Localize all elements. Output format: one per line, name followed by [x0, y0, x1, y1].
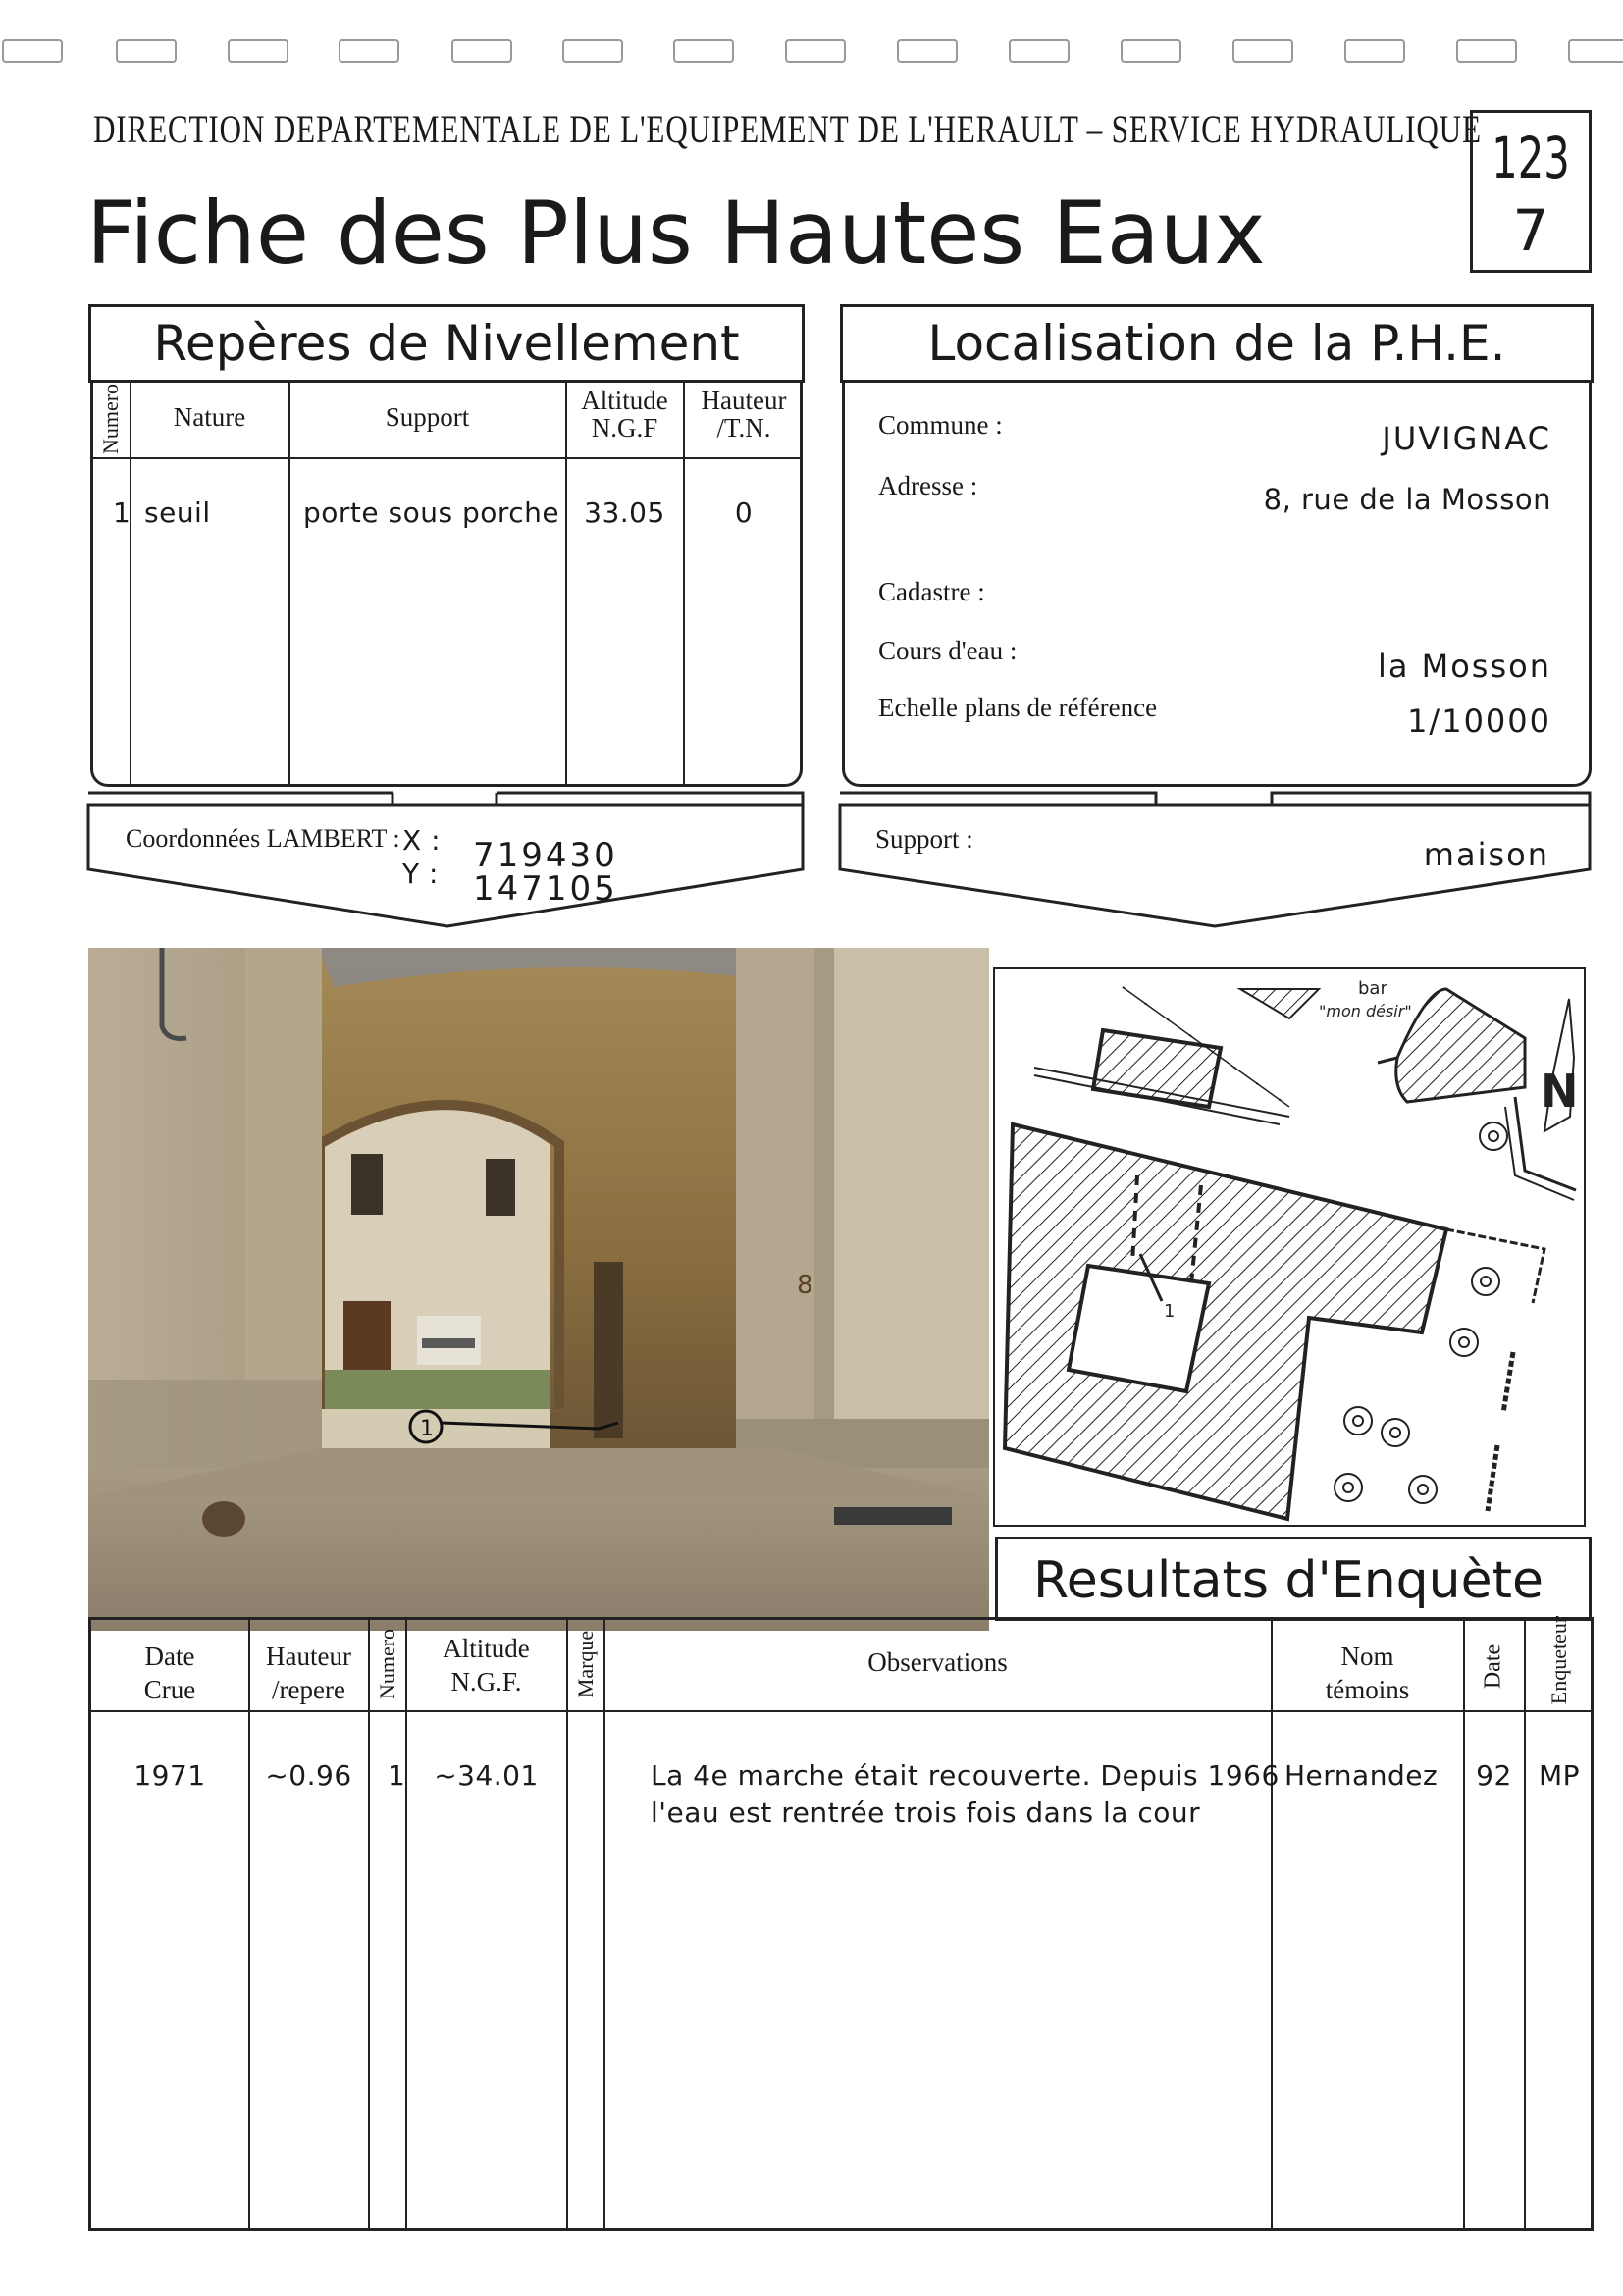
location-map [993, 967, 1586, 1527]
cadastre-label: Cadastre : [878, 577, 985, 606]
punch-hole [897, 39, 958, 63]
support-value: maison [1423, 836, 1549, 873]
col-marque-header: Marque [573, 1630, 598, 1698]
punch-hole [1121, 39, 1181, 63]
punch-hole [116, 39, 177, 63]
support-label: Support : [875, 824, 973, 854]
commune-label: Commune : [878, 410, 1003, 440]
reperes-table [90, 381, 803, 787]
cours-value: la Mosson [1377, 648, 1551, 685]
col-temoins-header: Nom témoins [1325, 1642, 1410, 1704]
punch-hole [1344, 39, 1405, 63]
enquete-date-crue: 1971 [133, 1759, 206, 1792]
cours-label: Cours d'eau : [878, 636, 1018, 665]
reference-number: 123 [1492, 125, 1570, 191]
reperes-title: Repères de Nivellement [153, 315, 740, 372]
repere-numero: 1 [113, 496, 131, 529]
enquete-title-box [995, 1537, 1592, 1621]
enquete-table [88, 1617, 1594, 2231]
repere-support: porte sous porche [303, 496, 560, 529]
enquete-enqueteur: MP [1538, 1759, 1581, 1792]
col-date-crue-header: Date Crue [143, 1642, 196, 1704]
map-north-label: N [1541, 1065, 1579, 1118]
punch-hole [1568, 39, 1623, 63]
col-altitude-header: Altitude N.G.F [581, 386, 668, 443]
map-bar-label: bar [1358, 978, 1387, 999]
enquete-altitude: ~34.01 [434, 1759, 539, 1792]
punch-hole [1232, 39, 1293, 63]
enquete-title: Resultats d'Enquète [1033, 1551, 1544, 1610]
col-numero-header: Numero [375, 1628, 399, 1700]
lambert-y: 147105 [473, 869, 618, 909]
col-date-header: Date [1480, 1644, 1506, 1690]
map-marker: 1 [1164, 1301, 1176, 1322]
lambert-y-label: Y : [402, 858, 439, 890]
enquete-temoin: Hernandez [1284, 1759, 1439, 1792]
commune-value: JUVIGNAC [1382, 420, 1551, 457]
map-bar-name: "mon désir" [1319, 1002, 1412, 1020]
reperes-title-box [88, 304, 805, 383]
col-support-header: Support [385, 402, 470, 432]
photo-marker: 1 [420, 1417, 434, 1441]
col-hauteur-repere-header: Hauteur /repere [266, 1642, 351, 1704]
punch-hole [1009, 39, 1070, 63]
enquete-date: 92 [1476, 1759, 1512, 1792]
enquete-observation-line-2: l'eau est rentrée trois fois dans la cour [651, 1797, 1201, 1829]
repere-altitude: 33.05 [584, 496, 665, 529]
punch-hole [673, 39, 734, 63]
enquete-observation-line-1: La 4e marche était recouverte. Depuis 1966 [651, 1759, 1280, 1792]
adresse-label: Adresse : [878, 471, 978, 500]
enquete-numero: 1 [388, 1759, 406, 1792]
agency-line: DIRECTION DEPARTEMENTALE DE L'EQUIPEMENT DE L'HERAULT – SERVICE HYDRAULIQUE [93, 107, 1482, 151]
localisation-title: Localisation de la P.H.E. [927, 315, 1506, 372]
col-enqueteur-header: Enqueteur [1546, 1615, 1571, 1705]
reference-box [1470, 110, 1592, 273]
punch-hole [339, 39, 399, 63]
reference-sub-number: 7 [1512, 197, 1549, 264]
col-hauteur-header: Hauteur /T.N. [701, 386, 787, 443]
echelle-label: Echelle plans de référence [878, 693, 1158, 722]
punch-hole [1456, 39, 1517, 63]
echelle-value: 1/10000 [1407, 703, 1551, 740]
col-numero-header: Numero [98, 383, 123, 455]
enquete-hauteur: ~0.96 [265, 1759, 352, 1792]
photo-house-number: 8 [797, 1271, 813, 1300]
col-observations-header: Observations [867, 1647, 1008, 1677]
site-photo [88, 948, 989, 1631]
punch-hole [2, 39, 63, 63]
col-nature-header: Nature [173, 402, 246, 432]
repere-nature: seuil [144, 496, 211, 529]
punch-hole [562, 39, 623, 63]
page-title: Fiche des Plus Hautes Eaux [86, 183, 1266, 284]
adresse-value: 8, rue de la Mosson [1263, 483, 1551, 516]
repere-hauteur: 0 [734, 496, 754, 529]
localisation-title-box [840, 304, 1594, 383]
lambert-x-label: X : [402, 824, 442, 857]
lambert-label: Coordonnées LAMBERT : [126, 824, 400, 853]
lambert-arrow-frame [84, 789, 811, 936]
punch-hole [228, 39, 288, 63]
localisation-panel [842, 381, 1592, 787]
lambert-x: 719430 [473, 836, 618, 875]
punch-hole [785, 39, 846, 63]
col-altitude-header: Altitude N.G.F. [443, 1634, 530, 1696]
punch-hole [451, 39, 512, 63]
